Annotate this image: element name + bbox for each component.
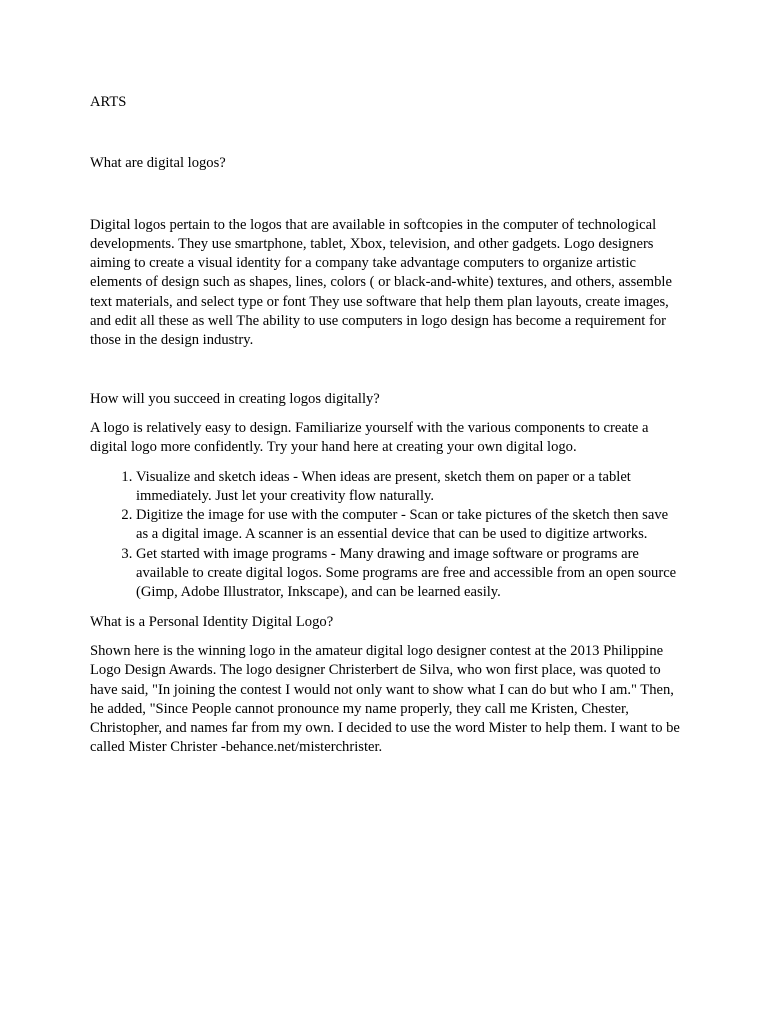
section-heading-personal-identity: What is a Personal Identity Digital Logo? (90, 613, 334, 630)
document-page (90, 93, 680, 758)
list-item: 1. Visualize and sketch ideas - When ideas are present, sketch them on paper or a tablet immediately. Just let your creativity flow naturally. (136, 468, 680, 507)
list-item: 3. Get started with image programs - Many drawing and image software or programs are available to create digital logos. Some programs are free and accessible from an open source (Gimp, Adobe Illustrator, Inkscape), and can be learned easily. (136, 545, 680, 603)
document-title: ARTS (90, 94, 127, 110)
paragraph-personal-identity: Shown here is the winning logo in the amateur digital logo designer contest at the 2013 Philippine Logo Design Awards. The logo designer Christerbert de Silva, who won first place, was quoted to have said, "In joining the contest I would not only want to show what I can do but who I am." Then, he added, "Since People cannot pronounce my name properly, they call me Kristen, Chester, Christopher, and names far from my own. I decided to use the word Mister to help them. I want to be called Mister Christer -behance.net/misterchrister. (90, 642, 680, 756)
paragraph-succeed: A logo is relatively easy to design. Familiarize yourself with the various components to create a digital logo more confidently. Try your hand here at creating your own digital logo. (90, 419, 649, 456)
paragraph-digital-logos: Digital logos pertain to the logos that are available in softcopies in the computer of technological developments. They use smartphone, tablet, Xbox, television, and other gadgets. Logo designers aiming to create a visual identity for a company take advantage computers to organize artistic elements of design such as shapes, lines, colors ( or black-and-white) textures, and others, assemble text materials, and select type or font They use software that help them plan layouts, create images, and edit all these as well The ability to use computers in logo design has become a requirement for those in the design industry. (90, 216, 672, 349)
list-item: 2. Digitize the image for use with the computer - Scan or take pictures of the sketch then save as a digital image. A scanner is an essential device that can be used to digitize artworks. (136, 506, 680, 545)
steps-list (90, 468, 680, 603)
section-heading-digital-logos: What are digital logos? (90, 155, 226, 172)
section-heading-succeed: How will you succeed in creating logos digitally? (90, 390, 380, 407)
